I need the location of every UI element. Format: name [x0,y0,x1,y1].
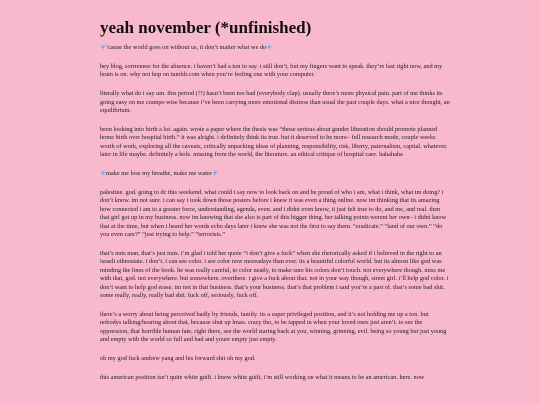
paragraph-text: that’s nuts man, that’s just nuts. i’m glad i told her quote “i don’t give a fuck” when she rhetorically asked if i believed in the right to an israeli ethnostate. i don’t. i can see color. i see color now moreadays than ever. its a beautiful colorful world. but its almost like god was minding the lines of the book. he was really careful, to color neatly, to make sure his colors don’t touch. not everywhere though. miss me with that, god. not everywhere. but somewhere. overthere. i give a fuck about that. not in your way though, street girl. i’ll help god color. i don’t want to help god erase. im not in that business. that’s your business. that’s that problem i said you’re a part of. that’s some bad shit. some really, really, really bad shit. fuck off, seriously, fuck off. [100,249,449,299]
paragraph-text: ’cause the world goes on without us, it don’t matter what we do [106,44,267,51]
blog-post [100,18,450,393]
post-body [100,44,450,382]
post-paragraph [100,355,450,363]
post-paragraph [100,90,450,115]
paragraph-text: this american position isn’t quite white guilt. i know white guilt, i’m still working on what it means to be an american. here. now [100,373,425,381]
sparkle-icon [212,170,218,176]
paragraph-text: hey blog, sorrreeeee for the absence. i haven’t had a ton to say. i still don’t, but my fingers want to speak. they’re fast right now, and my brain is on. why not hop on tumblr.com when you’re feeling one with your computer. [100,62,443,79]
sparkle-icon [266,44,272,50]
post-paragraph [100,189,450,239]
post-paragraph [100,311,450,345]
paragraph-text: palestine. god. going to dc this weekend. what could i say now to look back on and be proud of who i am, what i think, what im doing? i don’t know. im not sure. i can say i took down those posters before i knew it was even a thing online. now im thinking that its amazing how connected i am to a greater force, understanding, agenda, even. and i didnt even know, it just felt true to do, and me, and real. then that girl got up in my business. now im knowing that she also is part of this bigger thing. her talking points werent her own– i didnt know that at the time, but when i heard her words echo days later i knew she was not the first to say them. “eradicate.” “land of our own.” “do you even care?” “just trying to help.” “terrorists.” [100,188,447,238]
post-paragraph [100,44,450,52]
post-paragraph [100,126,450,160]
post-paragraph [100,63,450,80]
paragraph-text: make me lose my breathe, make me water [106,170,212,178]
post-paragraph [100,250,450,300]
paragraph-text: literally what do i say um. this period (?!) hasn’t been too bad (everybody clap). usually there’s more physical pain. part of me thinks its going easy on me cramps-wise because i’ve been carrying more emotional distress than usual the past couple days. what a nice thought, an equilibrium. [100,90,450,115]
paragraph-text: oh my god fuck andrew yang and his forward shit oh my god. [100,354,256,362]
post-paragraph [100,170,450,178]
paragraph-text: been looking into birth a lot. again. wrote a paper where the thesis was “those serious about gender liberation should promote planned home birth over hospital birth.” it was alright. i definitely think its true. but it deserved to be more– full research mode, couple weeks worth of work, exploring all the caveats, critically unpacking ideas of planning, responsibility, risk, liberty, paternalism, capital. whatever. later in life maybe. definitely a hole. missing from the world, the literature. an ethical critique of hospital care. hahahaha [100,125,448,159]
paragraph-text: there’s a worry about being perceived badly by friends, family. its a super privileged position, and it’s not holding me up a ton. but nobodys talking/hearing about that, because shut up lmao. crazy tho, to be tapped in when your loved ones just aren’t. to see the oppression, that horrible human fate, right there, see the world staring back at you, winning, grinning, evil. being so young but just young and empty with the world so full and bad and youre empty just empty. [100,310,447,344]
post-title: yeah november (*unfinished) [100,18,312,37]
post-paragraph [100,374,450,382]
